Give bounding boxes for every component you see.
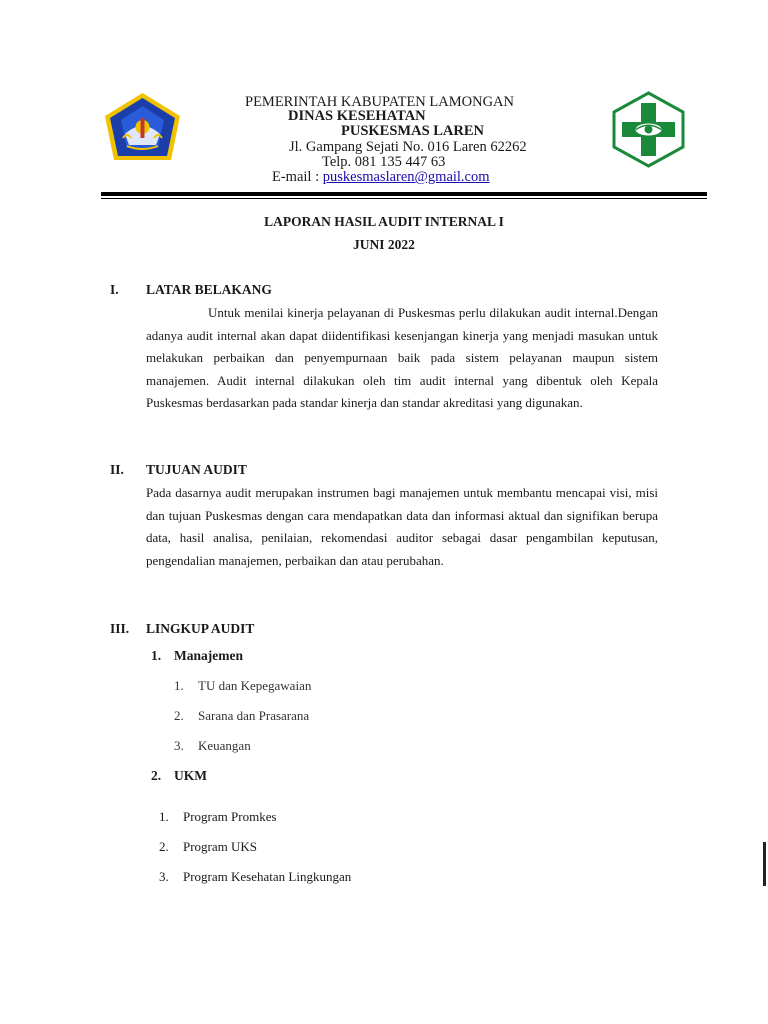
header-divider-thick: [101, 192, 707, 196]
section-title-latar-belakang: LATAR BELAKANG: [146, 282, 272, 297]
header-divider-thin: [101, 198, 707, 199]
subsection-title: UKM: [174, 768, 207, 783]
list-item-number: 3.: [159, 869, 169, 884]
list-item-number: 3.: [174, 738, 184, 753]
header-department: DINAS KESEHATAN: [288, 108, 426, 124]
header-email-line: [272, 169, 490, 185]
subsection-ukm: [151, 768, 207, 784]
email-link[interactable]: puskesmaslaren@gmail.com: [322, 169, 490, 185]
section-body-latar-belakang: Untuk menilai kinerja pelayanan di Puskesmas perlu dilakukan audit internal.Dengan adanya audit internal akan dapat diidentifikasi kesenjangan kinerja yang menjadi masukan untuk melakukan perbaikan dan penyempurnaan baik pada sistem pelayanan maupun sistem manajemen. Audit internal dilakukan oleh tim audit internal yang dibentuk oleh Kepala Puskesmas berdasarkan pada standar kinerja dan standar akreditasi yang digunakan.: [146, 305, 658, 410]
header-government: PEMERINTAH KABUPATEN LAMONGAN: [245, 94, 514, 110]
list-item: [159, 809, 277, 825]
header-institution: PUSKESMAS LAREN: [341, 123, 485, 139]
list-item-number: 1.: [174, 678, 184, 693]
subsection-number: 2.: [151, 768, 162, 783]
email-label: E-mail :: [272, 169, 323, 185]
list-item-number: 2.: [174, 708, 184, 723]
section-number: III.: [110, 621, 130, 636]
list-item-label: Program Promkes: [183, 809, 277, 824]
report-period: JUNI 2022: [353, 237, 415, 252]
section-title-tujuan-audit: TUJUAN AUDIT: [146, 462, 247, 477]
header-phone: Telp. 081 135 447 63: [322, 154, 446, 170]
list-item: [159, 839, 257, 855]
subsection-manajemen: [151, 648, 243, 664]
list-item: [174, 738, 251, 754]
puskesmas-cross-icon: [610, 91, 687, 168]
list-item-number: 1.: [159, 809, 169, 824]
list-item-label: Sarana dan Prasarana: [198, 708, 310, 723]
section-body-tujuan-audit: Pada dasarnya audit merupakan instrumen bagi manajemen untuk membantu mencapai visi, misi dan tujuan Puskesmas dengan cara mendapatkan data dan informasi aktual dan signifikan berupa data, hasil analisa, penilaian, rekomendasi auditor sebagai dasar pengambilan keputusan, pengendalian manajemen, perbaikan dan atau perubahan.: [146, 485, 658, 568]
section-number: I.: [110, 282, 119, 297]
list-item: [159, 869, 351, 885]
list-item-label: Program UKS: [183, 839, 258, 854]
header-address: Jl. Gampang Sejati No. 016 Laren 62262: [289, 139, 527, 155]
report-title: LAPORAN HASIL AUDIT INTERNAL I: [264, 214, 504, 229]
list-item-label: Program Kesehatan Lingkungan: [183, 869, 352, 884]
list-item-label: TU dan Kepegawaian: [198, 678, 312, 693]
subsection-title: Manajemen: [174, 648, 243, 663]
list-item-label: Keuangan: [198, 738, 251, 753]
regency-emblem-icon: [101, 90, 184, 165]
section-title-lingkup-audit: LINGKUP AUDIT: [146, 621, 255, 636]
list-item-number: 2.: [159, 839, 169, 854]
list-item: [174, 678, 311, 694]
subsection-number: 1.: [151, 648, 162, 663]
page-edge-marker: [763, 842, 766, 886]
list-item: [174, 708, 309, 724]
section-number: II.: [110, 462, 124, 477]
